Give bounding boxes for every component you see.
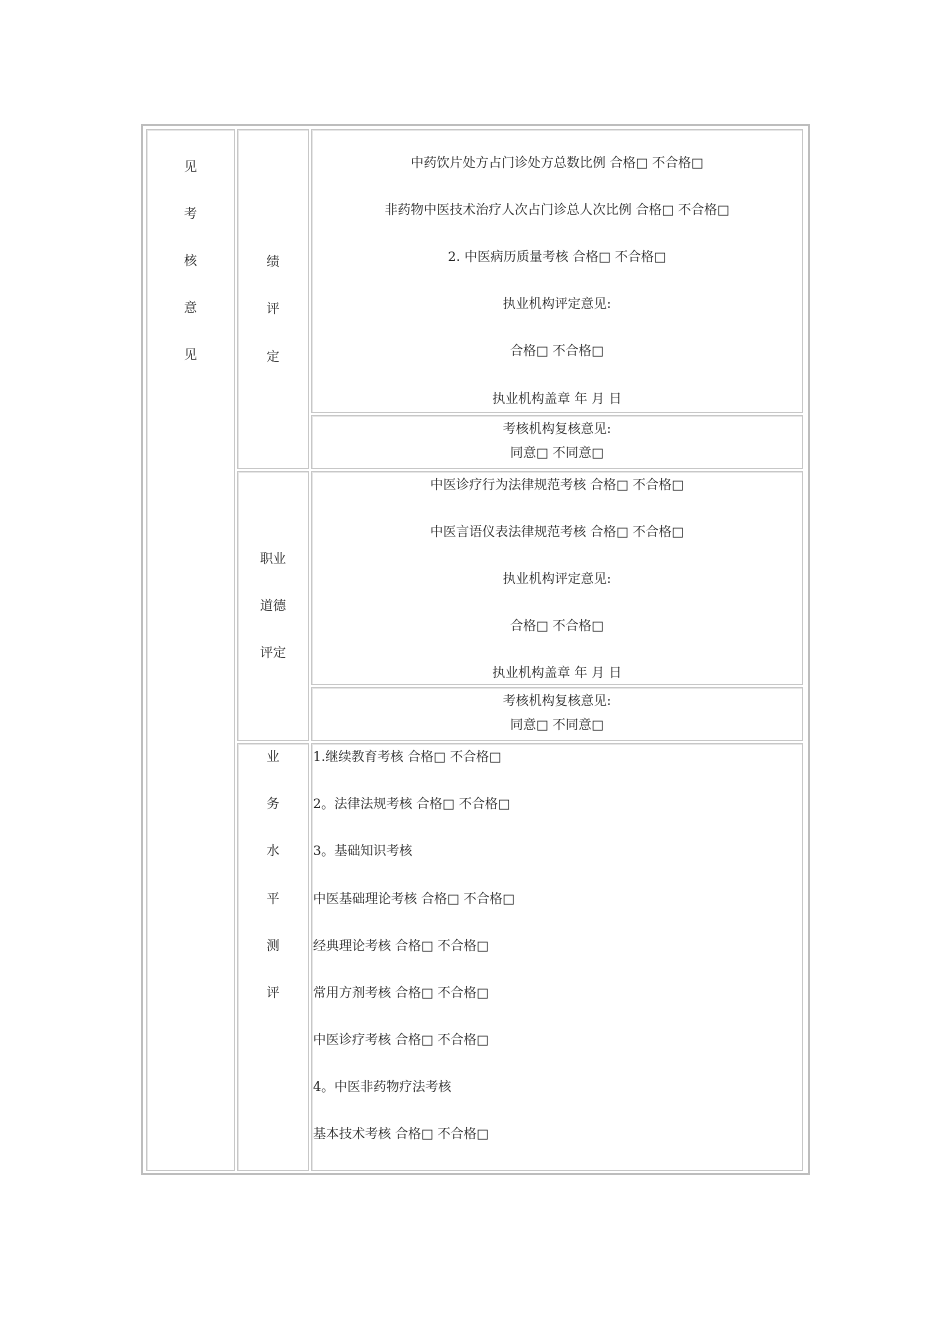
skill-label-char: 业 (266, 750, 280, 765)
review-opinion-label: 考核机构复核意见: (502, 694, 612, 709)
opinion-char: 考 (183, 207, 197, 222)
ethics-label-line: 评定 (259, 646, 286, 661)
performance-review-cell (311, 415, 803, 469)
pass-fail-checkbox[interactable]: 合格□ 不合格□ (510, 619, 604, 634)
common-formula-exam: 常用方剂考核 合格□ 不合格□ (313, 986, 489, 1001)
skill-label-char: 水 (266, 844, 280, 859)
agree-disagree-checkbox[interactable]: 同意□ 不同意□ (510, 446, 604, 461)
ethics-content-cell (311, 471, 803, 685)
skill-label-char: 务 (266, 797, 280, 812)
conduct-law-norms: 中医诊疗行为法律规范考核 合格□ 不合格□ (430, 478, 684, 493)
basic-knowledge-exam: 3。基础知识考核 (313, 844, 413, 859)
opinion-char: 意 (183, 301, 197, 316)
skill-label-char: 测 (266, 939, 280, 954)
ethics-label-cell (237, 471, 309, 741)
opinion-column (146, 129, 235, 1171)
institution-seal-date: 执业机构盖章 年 月 日 (492, 666, 622, 681)
ethics-review-cell (311, 687, 803, 741)
non-drug-therapy-ratio: 非药物中医技术治疗人次占门诊总人次比例 合格□ 不合格□ (384, 203, 730, 218)
institution-seal-date: 执业机构盖章 年 月 日 (492, 392, 622, 407)
opinion-char: 见 (183, 348, 197, 363)
continuing-education-exam: 1.继续教育考核 合格□ 不合格□ (313, 750, 502, 765)
ethics-label-line: 道德 (259, 599, 286, 614)
institution-opinion-label: 执业机构评定意见: (502, 572, 612, 587)
skill-label-char: 平 (266, 892, 280, 907)
skill-content-cell (311, 743, 803, 1171)
classic-theory-exam: 经典理论考核 合格□ 不合格□ (313, 939, 489, 954)
agree-disagree-checkbox[interactable]: 同意□ 不同意□ (510, 718, 604, 733)
performance-label-char: 定 (266, 350, 280, 365)
institution-opinion-label: 执业机构评定意见: (502, 297, 612, 312)
tcm-basic-theory-exam: 中医基础理论考核 合格□ 不合格□ (313, 892, 515, 907)
laws-regulations-exam: 2。法律法规考核 合格□ 不合格□ (313, 797, 511, 812)
basic-technique-exam: 基本技术考核 合格□ 不合格□ (313, 1127, 489, 1142)
speech-appearance-norms: 中医言语仪表法律规范考核 合格□ 不合格□ (430, 525, 684, 540)
medical-record-quality: 2. 中医病历质量考核 合格□ 不合格□ (447, 250, 667, 265)
skill-label-char: 评 (266, 986, 280, 1001)
non-drug-therapy-exam: 4。中医非药物疗法考核 (313, 1080, 452, 1095)
performance-label-cell (237, 129, 309, 469)
performance-content-cell (311, 129, 803, 413)
review-opinion-label: 考核机构复核意见: (502, 422, 612, 437)
assessment-form-table (141, 124, 810, 1175)
pass-fail-checkbox[interactable]: 合格□ 不合格□ (510, 344, 604, 359)
ethics-label-line: 职业 (259, 552, 286, 567)
performance-label-char: 绩 (266, 255, 280, 270)
opinion-char: 核 (183, 254, 197, 269)
herbal-prescription-ratio: 中药饮片处方占门诊处方总数比例 合格□ 不合格□ (410, 156, 704, 171)
performance-label-char: 评 (266, 302, 280, 317)
skill-label-cell (237, 743, 309, 1171)
tcm-diagnosis-exam: 中医诊疗考核 合格□ 不合格□ (313, 1033, 489, 1048)
opinion-char: 见 (183, 160, 197, 175)
